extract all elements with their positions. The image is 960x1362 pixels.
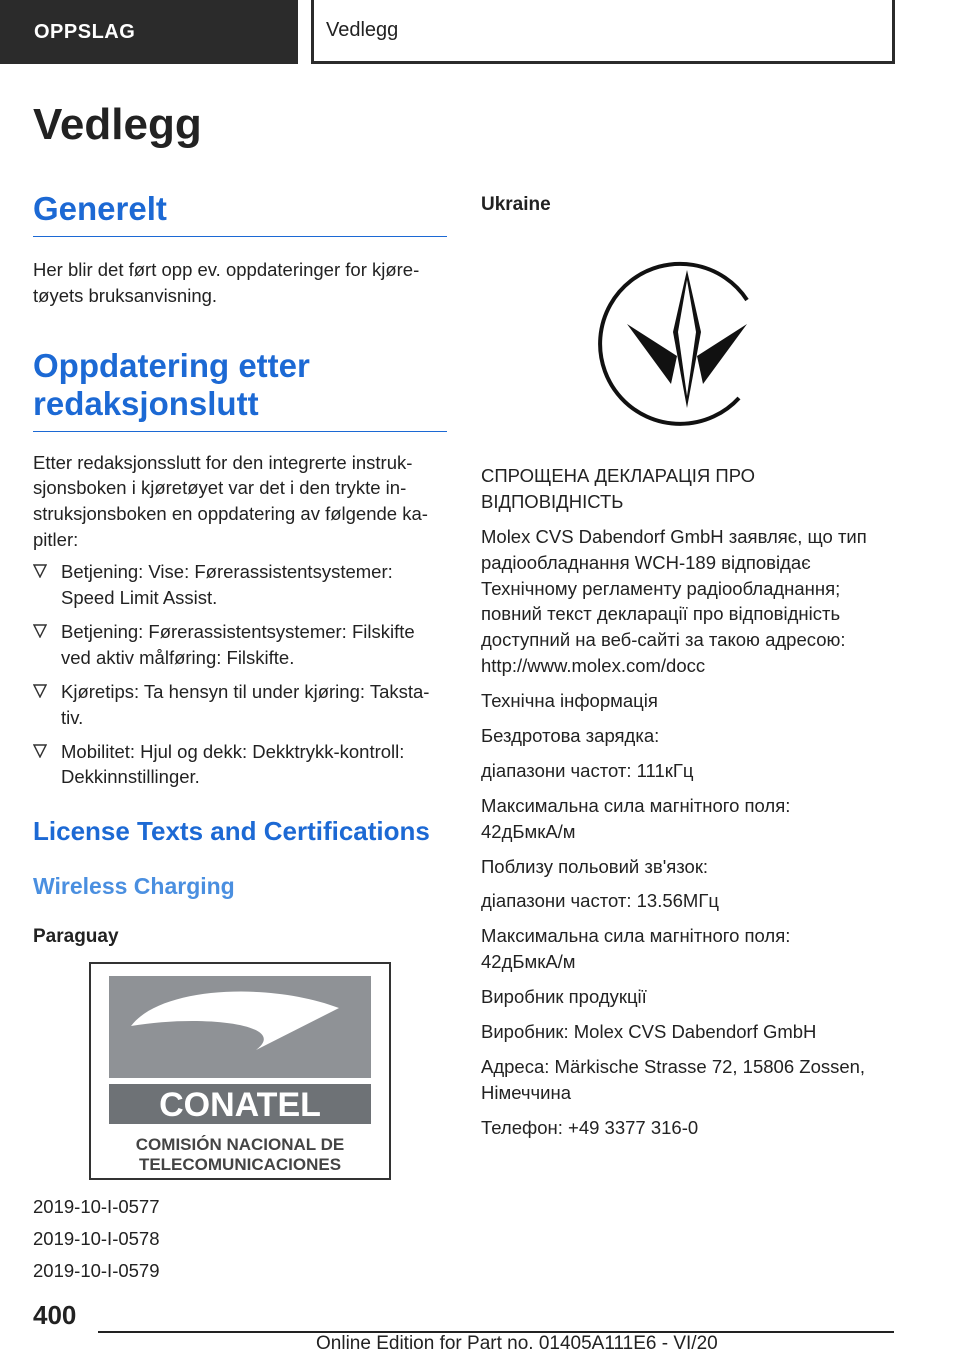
triangle-bullet-icon <box>33 564 47 578</box>
list-item: Kjøretips: Ta hensyn til under kjøring: Taksta- tiv. <box>33 679 447 731</box>
wireless-charging-heading: Wireless Charging <box>33 873 235 900</box>
conatel-emblem-icon <box>91 964 389 1178</box>
right-column <box>481 190 901 1150</box>
declaration-paragraph: Максимальна сила магнітного поля: 42дБмкА/м <box>481 925 791 973</box>
declaration-paragraph: СПРОЩЕНА ДЕКЛАРАЦІЯ ПРО ВІДПОВІДНІСТЬ <box>481 465 756 512</box>
oppdatering-intro: Etter redaksjonsslutt for den integrerte instruk- sjonsboken i kjøretøyet var det i den trykte in- struksjonsboken en oppdatering av følgende ka- pitler: <box>33 451 428 551</box>
page-title: Vedlegg <box>33 100 202 149</box>
conatel-logo-text: CONATEL <box>159 1086 321 1125</box>
declaration-paragraph: Максимальна сила магнітного поля: 42дБмкА/м <box>481 794 791 842</box>
oppdatering-heading: Oppdatering etter redaksjonslutt <box>33 347 447 432</box>
paraguay-label: Paraguay <box>33 926 119 948</box>
edition-text: Online Edition for Part no. 01405A111E6 - VI/20 <box>316 1333 718 1354</box>
declaration-paragraph: діапазони частот: 111кГц <box>481 759 694 781</box>
left-column <box>33 190 447 1284</box>
conatel-subtitle-1: COMISIÓN NACIONAL DE <box>135 1135 345 1155</box>
ukraine-label: Ukraine <box>481 194 551 215</box>
declaration-paragraph: Виробник продукції <box>481 986 647 1008</box>
declaration-paragraph: Технічна інформація <box>481 690 658 712</box>
update-list <box>33 559 447 790</box>
declaration-paragraph: Телефон: +49 3377 316-0 <box>481 1116 699 1138</box>
declaration-paragraph: Поблизу польовий зв'язок: <box>481 855 709 877</box>
declaration-paragraph: Адреса: Märkische Strasse 72, 15806 Zossen, Німеччина <box>481 1055 866 1103</box>
ukraine-declaration <box>481 463 901 1141</box>
triangle-bullet-icon <box>33 744 47 758</box>
license-heading: License Texts and Certifications <box>33 816 430 847</box>
declaration-paragraph: Molex CVS Dabendorf GmbH заявляє, що тип радіообладнання WCH-189 відповідає Технічному регламенту радіообладнання; повний текст декларації про відповідність доступний на веб-сайті за такою адресою: http://www.molex.com/docc <box>481 525 867 677</box>
declaration-paragraph: Виробник: Molex CVS Dabendorf GmbH <box>481 1021 817 1043</box>
page-number: 400 <box>33 1300 77 1330</box>
section-header <box>311 0 895 64</box>
triangle-bullet-icon <box>33 684 47 698</box>
list-item: Betjening: Vise: Førerassistentsystemer: Speed Limit Assist. <box>33 559 447 611</box>
chapter-tab <box>0 0 298 64</box>
conatel-subtitle-2: TELECOMUNICACIONES <box>138 1155 342 1175</box>
ukraine-conformity-mark-icon <box>597 248 761 428</box>
declaration-paragraph: Бездротова зарядка: <box>481 725 660 747</box>
list-item: Betjening: Førerassistentsystemer: Filskifte ved aktiv målføring: Filskifte. <box>33 619 447 671</box>
certificate-number: 2019-10-I-0579 <box>33 1260 160 1282</box>
triangle-bullet-icon <box>33 624 47 638</box>
certificate-number: 2019-10-I-0577 <box>33 1196 160 1218</box>
chapter-label: OPPSLAG <box>34 20 136 43</box>
generelt-heading: Generelt <box>33 190 447 237</box>
certificate-number: 2019-10-I-0578 <box>33 1228 160 1250</box>
list-item: Mobilitet: Hjul og dekk: Dekktrykk-kontroll: Dekkinnstillinger. <box>33 739 447 791</box>
section-label: Vedlegg <box>326 19 399 41</box>
generelt-text: Her blir det ført opp ev. oppdateringer for kjøre- tøyets bruksanvisning. <box>33 258 420 306</box>
conatel-logo <box>89 962 391 1180</box>
declaration-paragraph: діапазони частот: 13.56МГц <box>481 890 719 912</box>
